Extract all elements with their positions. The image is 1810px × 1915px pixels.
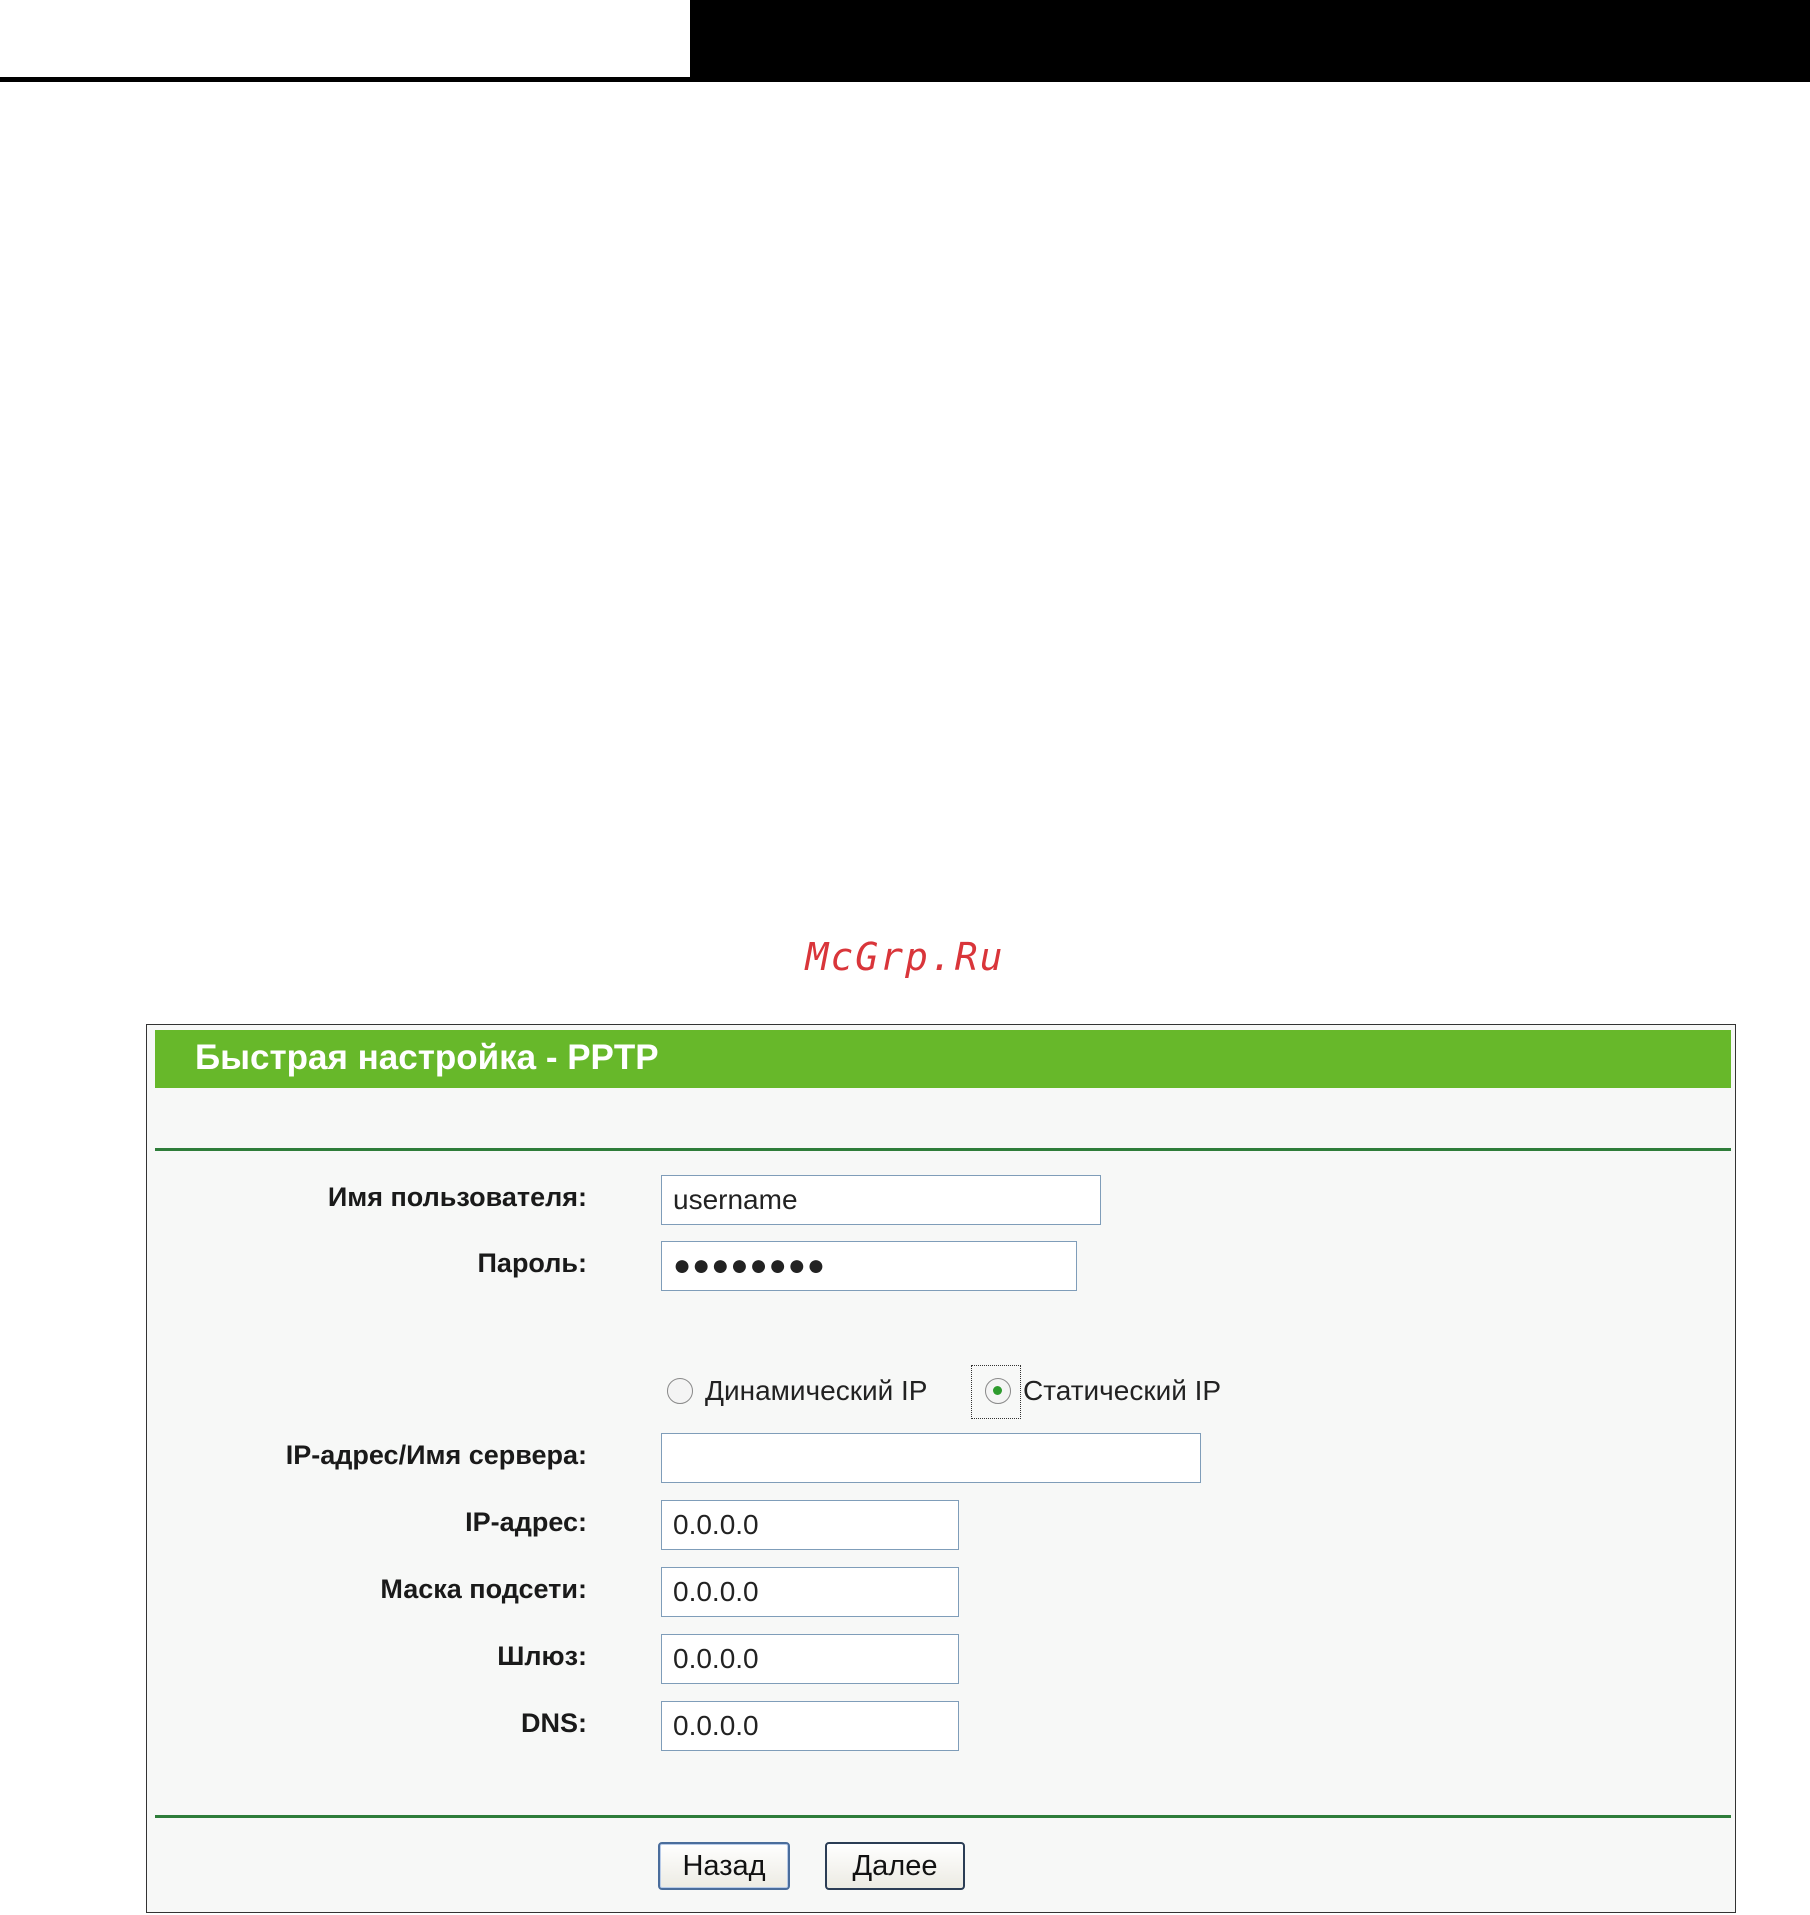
- gateway-input[interactable]: 0.0.0.0: [661, 1634, 959, 1684]
- static-ip-option[interactable]: [985, 1365, 1221, 1417]
- ip-address-input[interactable]: 0.0.0.0: [661, 1500, 959, 1550]
- divider-top: [155, 1148, 1731, 1151]
- password-input[interactable]: ●●●●●●●●: [661, 1241, 1077, 1291]
- divider-bottom: [155, 1815, 1731, 1818]
- username-label: Имя пользователя:: [327, 1182, 587, 1212]
- server-label: IP-адрес/Имя сервера:: [285, 1440, 587, 1470]
- quick-setup-panel: [146, 1024, 1736, 1913]
- dynamic-ip-option[interactable]: [667, 1365, 927, 1417]
- gateway-label: Шлюз:: [497, 1641, 587, 1671]
- server-input[interactable]: [661, 1433, 1201, 1483]
- password-label: Пароль:: [477, 1248, 587, 1278]
- next-button[interactable]: Далее: [825, 1842, 965, 1890]
- static-ip-radio[interactable]: [985, 1378, 1011, 1404]
- back-button[interactable]: Назад: [658, 1842, 790, 1890]
- static-ip-label: Статический IP: [1023, 1375, 1222, 1406]
- panel-title-bar: [155, 1030, 1731, 1088]
- ip-address-label: IP-адрес:: [465, 1507, 587, 1537]
- dns-label: DNS:: [521, 1708, 587, 1738]
- dynamic-ip-label: Динамический IP: [705, 1375, 928, 1406]
- username-input[interactable]: username: [661, 1175, 1101, 1225]
- document-header-bar: [690, 0, 1810, 82]
- page-title: Быстрая настройка - PPTP: [195, 1038, 659, 1077]
- watermark-text: McGrp.Ru: [805, 935, 1005, 979]
- subnet-mask-label: Маска подсети:: [380, 1574, 587, 1604]
- dynamic-ip-radio[interactable]: [667, 1378, 693, 1404]
- subnet-mask-input[interactable]: 0.0.0.0: [661, 1567, 959, 1617]
- ip-mode-radio-group: [667, 1365, 1267, 1425]
- dns-input[interactable]: 0.0.0.0: [661, 1701, 959, 1751]
